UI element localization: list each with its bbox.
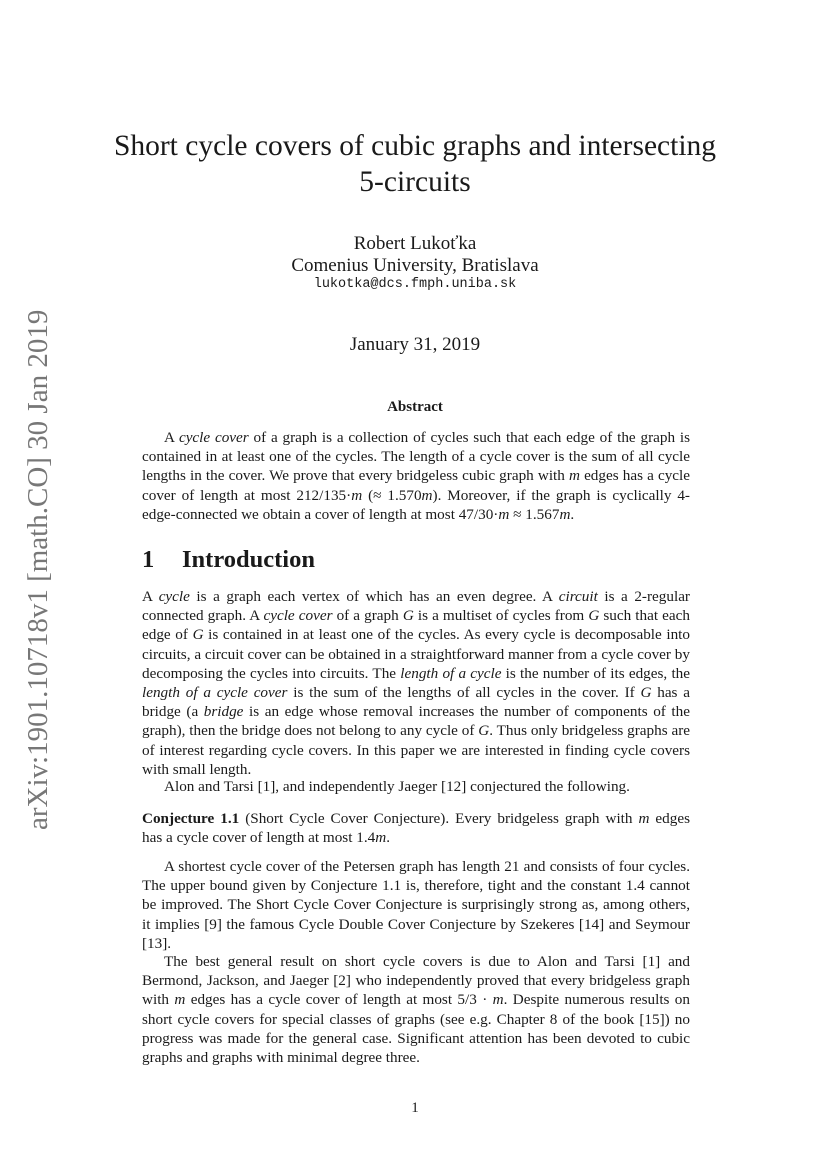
abstract-text: A cycle cover of a graph is a collection of cycles such that each edge of the graph is contained in at least one of the cycles. The length of a cycle cover is the sum of all cycle lengths in the cover. We prove that every bridgeless cubic graph with m edges has a cycle cover of length at most 212/135·m (≈ 1.570m). Moreover, if the graph is cyclically 4-edge-connected we obtain a cover of length at most 47/30·m ≈ 1.567m.	[142, 429, 691, 523]
conjecture-label: Conjecture 1.1	[142, 810, 240, 827]
body-paragraph: The best general result on short cycle covers is due to Alon and Tarsi [1] and Bermond, Jackson, and Jaeger [2] who independently proved that every bridgeless graph with m edges has a cycle cover of length at most 5/3 · m. Despite numerous results on short cycle covers for special classes of graphs (see e.g. Chapter 8 of the book [15]) no progress was made for the general case. Significant attention has been devoted to cubic graphs and graphs with minimal degree three.	[142, 953, 690, 1067]
author-name: Robert Lukoťka	[353, 233, 477, 254]
paper-date: January 31, 2019	[349, 334, 481, 355]
author-affiliation: Comenius University, Bratislava	[291, 255, 539, 276]
section-title: Introduction	[182, 546, 315, 573]
arxiv-identifier[interactable]: arXiv:1901.10718v1 [math.CO] 30 Jan 2019	[22, 309, 54, 830]
body-paragraph: A cycle is a graph each vertex of which has an even degree. A circuit is a 2-regular connected graph. A cycle cover of a graph G is a multiset of cycles from G such that each edge of G is contained in at least one of the cycles. As every cycle is decomposable into circuits, a circuit cover can be obtained in a straightforward manner from a cycle cover by decomposing the cycles into circuits. The length of a cycle is the number of its edges, the length of a cycle cover is the sum of the lengths of all cycles in the cover. If G has a bridge (a bridge is an edge whose removal increases the number of components of the graph), then the bridge does not belong to any cycle of G. Thus only bridgeless graphs are of interest regarding cycle covers. In this paper we are interested in finding cycle covers with small length.	[142, 588, 690, 778]
conjecture: Conjecture 1.1 (Short Cycle Cover Conjecture). Every bridgeless graph with m edges has a cycle cover of length at most 1.4m.	[142, 810, 690, 847]
author-email[interactable]: lukotka@dcs.fmph.uniba.sk	[313, 277, 517, 292]
abstract-heading: Abstract	[387, 399, 443, 415]
section-heading	[142, 545, 315, 575]
title-line-1: Short cycle covers of cubic graphs and intersecting	[113, 130, 717, 162]
page-number: 1	[411, 1100, 419, 1116]
body-paragraph: A shortest cycle cover of the Petersen graph has length 21 and consists of four cycles. The upper bound given by Conjecture 1.1 is, therefore, tight and the constant 1.4 cannot be improved. The Short Cycle Cover Conjecture is surprisingly strong as, among others, it implies [9] the famous Cycle Double Cover Conjecture by Szekeres [14] and Seymour [13].	[142, 858, 690, 952]
paper-title	[100, 128, 730, 200]
title-line-2: 5-circuits	[359, 166, 471, 198]
section-number: 1	[142, 546, 155, 573]
body-paragraph: Alon and Tarsi [1], and independently Jaeger [12] conjectured the following.	[164, 778, 630, 795]
